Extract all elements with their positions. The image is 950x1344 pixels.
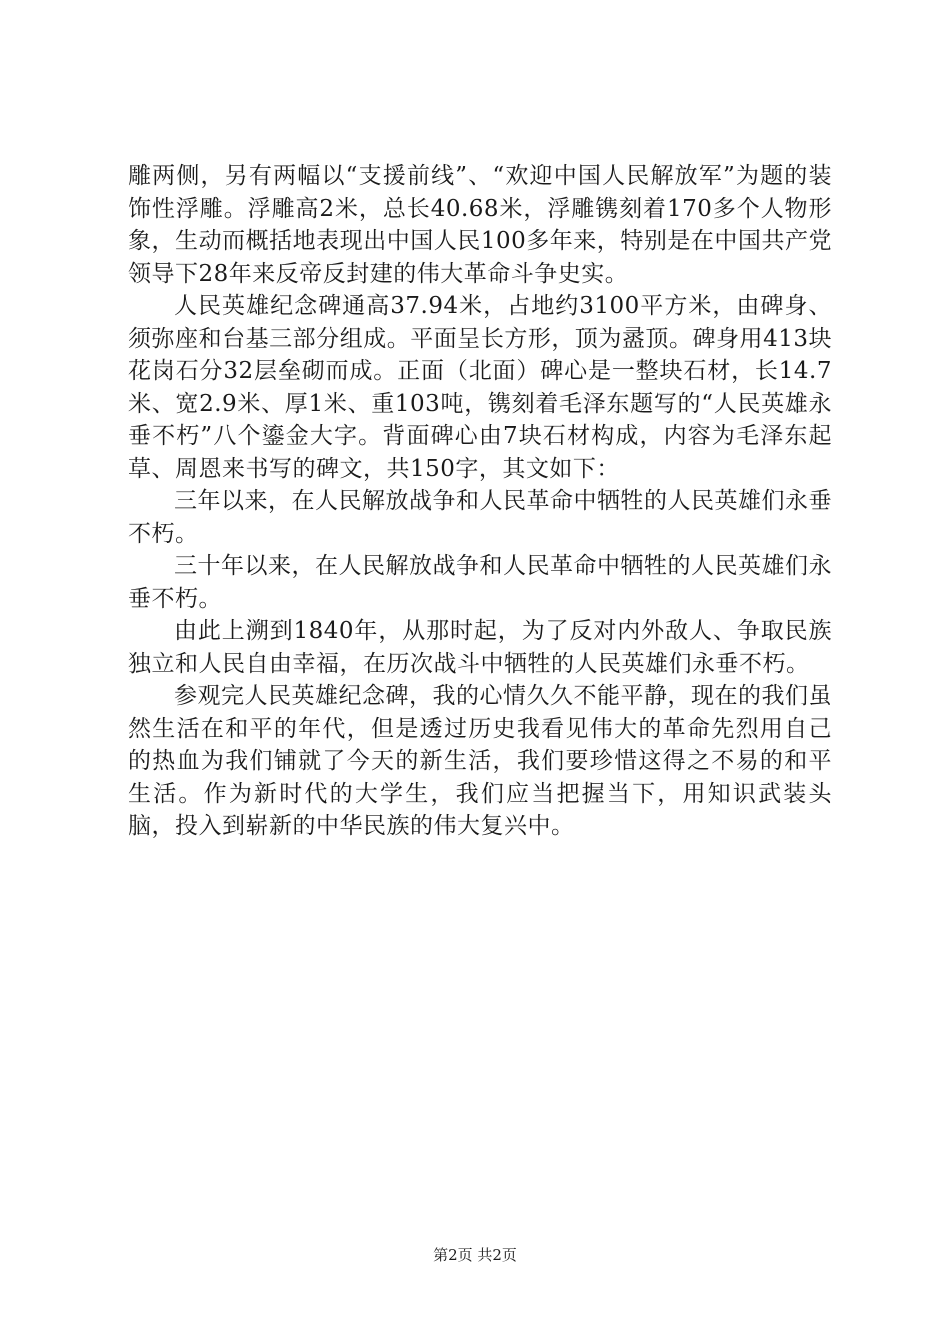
paragraph-1: 雕两侧，另有两幅以“支援前线”、“欢迎中国人民解放军”为题的装饰性浮雕。浮雕高2米，总长40.68米，浮雕镌刻着170多个人物形象，生动而概括地表现出中国人民100多年来，特别是在中国共产党领导下28年来反帝反封建的伟大革命斗争史实。: [128, 163, 832, 287]
paragraph-5: 由此上溯到1840年，从那时起，为了反对内外敌人、争取民族独立和人民自由幸福，在历次战斗中牺牲的人民英雄们永垂不朽。: [128, 618, 832, 677]
paragraph-3: 三年以来，在人民解放战争和人民革命中牺牲的人民英雄们永垂不朽。: [128, 488, 832, 547]
paragraph-2: 人民英雄纪念碑通高37.94米，占地约3100平方米，由碑身、须弥座和台基三部分组成。平面呈长方形，顶为盝顶。碑身用413块花岗石分32层垒砌而成。正面（北面）碑心是一整块石材，长14.7米、宽2.9米、厚1米、重103吨，镌刻着毛泽东题写的“人民英雄永垂不朽”八个鎏金大字。背面碑心由7块石材构成，内容为毛泽东起草、周恩来书写的碑文，共150字，其文如下：: [128, 293, 832, 482]
page-number-footer: 第2页 共2页: [433, 1246, 517, 1264]
paragraph-4: 三十年以来，在人民解放战争和人民革命中牺牲的人民英雄们永垂不朽。: [128, 553, 832, 612]
document-body: [128, 160, 832, 843]
paragraph-6: 参观完人民英雄纪念碑，我的心情久久不能平静，现在的我们虽然生活在和平的年代，但是透过历史我看见伟大的革命先烈用自己的热血为我们铺就了今天的新生活，我们要珍惜这得之不易的和平生活。作为新时代的大学生，我们应当把握当下，用知识武装头脑，投入到崭新的中华民族的伟大复兴中。: [128, 683, 832, 839]
